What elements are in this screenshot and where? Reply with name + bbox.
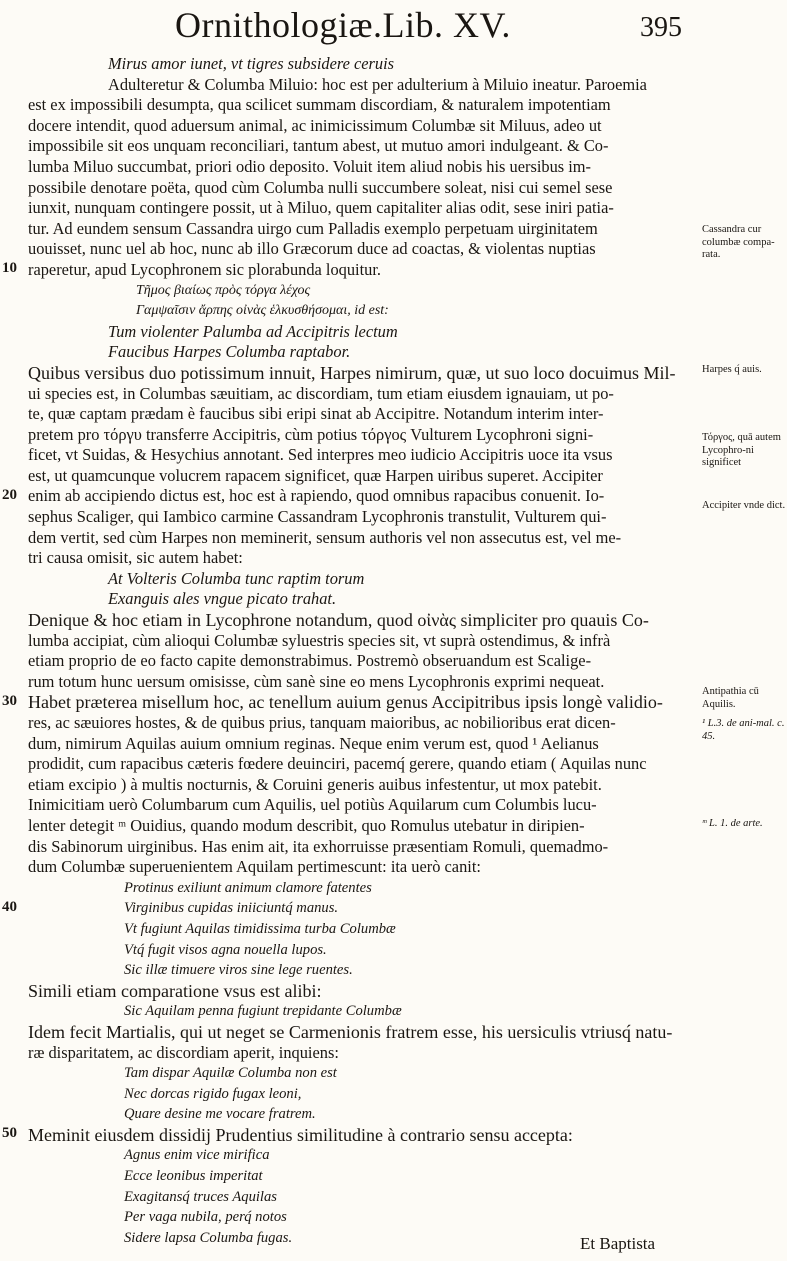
text-line: Agnus enim vice mirifica: [124, 1147, 270, 1164]
text-line: Ecce leonibus imperitat: [124, 1168, 263, 1185]
text-line: raperetur, apud Lycophronem sic plorabunda loquitur.: [28, 259, 382, 279]
text-line: rum totum hunc uersum omisisse, cùm sanè sine eo mens Lycophronis exprimi nequeat.: [28, 671, 605, 691]
text-line: Sic Aquilam penna fugiunt trepidante Columbæ: [124, 1003, 402, 1020]
body-text: [28, 54, 696, 1248]
running-title: Ornithologiæ.Lib. XV.: [175, 5, 511, 45]
text-line: Idem fecit Martialis, qui ut neget se Carmenionis fratrem esse, his uersiculis vtriusq́ natu-: [28, 1021, 673, 1042]
text-line: est ex impossibili desumpta, qua scilicet summam discordiam, & naturalem impotentiam: [28, 95, 611, 115]
text-line: Γαμψαῖσιν ἄρπης οἰνὰς ἑλκυσθήσομαι, id est:: [136, 303, 389, 319]
line-number: 10: [2, 260, 17, 276]
text-line: dum, nimirum Aquilas auium omnium reginas. Neque enim verum est, quod ¹ Aelianus: [28, 733, 599, 753]
text-line: Faucibus Harpes Columba raptabor.: [108, 342, 351, 362]
text-line: possibile denotare poëta, quod cùm Columba nulli succumbere soleat, nisi cui semel sese: [28, 177, 613, 197]
line-number: 40: [2, 898, 17, 915]
text-line: Τῆμος βιαίως πρὸς τόργα λέχος: [136, 282, 311, 298]
text-line: tri causa omisit, sic autem habet:: [28, 548, 243, 568]
text-line: ficet, vt Suidas, & Hesychius annotant. Sed interpres meo iudicio Accipitris uoce ita vsus: [28, 445, 613, 465]
margin-note: ¹ L.3. de ani-mal. c. 45.: [702, 718, 785, 742]
page-header: [0, 4, 787, 46]
text-line: Tam dispar Aquilæ Columba non est: [124, 1065, 337, 1082]
text-line: ræ disparitatem, ac discordiam aperit, inquiens:: [28, 1042, 339, 1062]
text-line: Tum violenter Palumba ad Accipitris lectum: [108, 321, 398, 341]
margin-note: Cassandra cur columbæ compa-rata.: [702, 224, 775, 260]
text-line: pretem pro τόργυ transferre Accipitris, cùm potius τόργος Vulturem Lycophroni signi-: [28, 424, 594, 444]
text-line: Quare desine me vocare fratrem.: [124, 1106, 316, 1123]
text-line: dum Columbæ superuenientem Aquilam pertimescunt: ita uerò canit:: [28, 857, 481, 877]
text-line: Nec dorcas rigido fugax leoni,: [124, 1085, 302, 1102]
margin-note: Antipathia cū Aquilis.: [702, 686, 759, 710]
line-number: 20: [2, 486, 17, 503]
text-line: docere intendit, quod aduersum animal, ac inimicissimum Columbæ sit Miluus, adeo ut: [28, 115, 602, 135]
margin-note: Harpes q́ auis.: [702, 364, 762, 375]
text-line: Meminit eiusdem dissidij Prudentius similitudine à contrario sensu accepta:: [28, 1124, 573, 1145]
text-line: Mirus amor iunet, vt tigres subsidere ceruis: [108, 54, 395, 73]
text-line: Sidere lapsa Columba fugas.: [124, 1229, 293, 1246]
text-line: lumba accipiat, cùm alioqui Columbæ syluestris species sit, vt suprà ostendimus, & infrà: [28, 630, 611, 650]
line-number: 50: [2, 1125, 17, 1142]
text-line: etiam proprio de eo facto capite demonstrabimus. Postremò obseruandum est Scalige-: [28, 651, 592, 671]
text-line: Exagitansq́ truces Aquilas: [124, 1188, 277, 1205]
text-line: uouisset, nunc uel ab hoc, nunc ab illo Græcorum duce ad coactas, & violentas nuptias: [28, 239, 596, 259]
text-line: te, quæ captam prædam è faucibus sibi eripi sinat ab Accipitre. Notandum interim inter-: [28, 404, 604, 424]
text-line: Habet præterea misellum hoc, ac tenellum auium genus Accipitribus ipsis longè validio-: [28, 692, 663, 713]
text-line: res, ac sæuiores hostes, & de quibus prius, tanquam maioribus, ac nobilioribus erat dicen-: [28, 713, 616, 732]
catchword: Et Baptista: [580, 1234, 656, 1253]
text-line: est, ut quamcunque volucrem rapacem significet, quæ Harpen uiribus superet. Accipiter: [28, 465, 603, 485]
text-line: lumba Miluo succumbat, priori odio deposito. Voluit item aliud nobis his uersibus im-: [28, 156, 592, 176]
margin-note: Τόργος, quā autem Lycophro-ni significet: [702, 432, 781, 468]
text-line: impossibile sit eos unquam reconciliari, tantum abest, ut mutuo amori indulgeant. & Co-: [28, 136, 609, 156]
margin-note: Accipiter vnde dict.: [702, 500, 786, 511]
text-line: Sic illæ timuere viros sine lege ruentes.: [124, 962, 353, 979]
text-line: etiam excipio ) à multis nocturnis, & Coruini generis auibus infestentur, ut mox patebit.: [28, 774, 602, 794]
text-line: Adulteretur & Columba Miluio: hoc est per adulterium à Miluio ineatur. Paroemia: [108, 74, 647, 94]
text-line: Inimicitiam uerò Columbarum cum Aquilis, uel potiùs Aquilarum cum Columbis lucu-: [28, 795, 597, 815]
text-line: Denique & hoc etiam in Lycophrone notandum, quod οἰνὰς simpliciter pro quauis Co-: [28, 610, 649, 631]
text-line: Per vaga nubila, perq́ notos: [124, 1209, 287, 1226]
marginal-notes: [700, 0, 787, 1261]
text-line: dis Sabinorum uirginibus. Has enim ait, ita exhorruisse præsentiam Romuli, quemadmo-: [28, 836, 609, 856]
line-number: 30: [2, 692, 17, 709]
text-line: Exanguis ales vngue picato trahat.: [108, 589, 337, 609]
margin-note: ᵐ L. 1. de arte.: [702, 818, 763, 829]
text-line: iunxit, nunquam contingere possit, ut à Miluo, quem capitaliter alias odit, sese iniri patia-: [28, 198, 614, 218]
text-line: Simili etiam comparatione vsus est alibi:: [28, 980, 322, 1001]
text-line: sephus Scaliger, qui Iambico carmine Cassandram Lycophronis transtulit, Vulturem qui-: [28, 507, 607, 527]
text-line: At Volteris Columba tunc raptim torum: [108, 568, 365, 588]
text-line: dem vertit, sed cùm Harpes non meminerit, sensum authoris vel non assecutus est, vel me-: [28, 527, 622, 547]
text-line: enim ab accipiendo dictus est, hoc est à rapiendo, quod omnibus rapacibus conuenit. Io-: [28, 486, 605, 506]
main-text-block: [28, 54, 696, 1248]
text-line: tur. Ad eundem sensum Cassandra uirgo cum Palladis exemplo perpetuam uirginitatem: [28, 218, 598, 238]
text-line: Vt fugiunt Aquilas timidissima turba Columbæ: [124, 920, 396, 937]
text-line: Virginibus cupidas iniiciuntq́ manus.: [124, 900, 339, 917]
text-line: Protinus exiliunt animum clamore fatentes: [124, 879, 372, 896]
text-line: prodidit, cum rapacibus cæteris fœdere deuinciri, pacemq́ gerere, quando etiam ( Aquilas nunc: [28, 754, 647, 774]
text-line: Quibus versibus duo potissimum innuit, Harpes nimirum, quæ, ut suo loco docuimus Mil-: [28, 362, 676, 383]
text-line: lenter detegit ᵐ Ouidius, quando modum describit, quo Romulus utebatur in diripien-: [28, 815, 585, 835]
text-line: ui species est, in Columbas sæuitiam, ac discordiam, tum etiam eiusdem ignauiam, ut po-: [28, 383, 614, 403]
text-line: Vtq́ fugit visos agna nouella lupos.: [124, 941, 327, 958]
page-number: 395: [640, 12, 682, 43]
